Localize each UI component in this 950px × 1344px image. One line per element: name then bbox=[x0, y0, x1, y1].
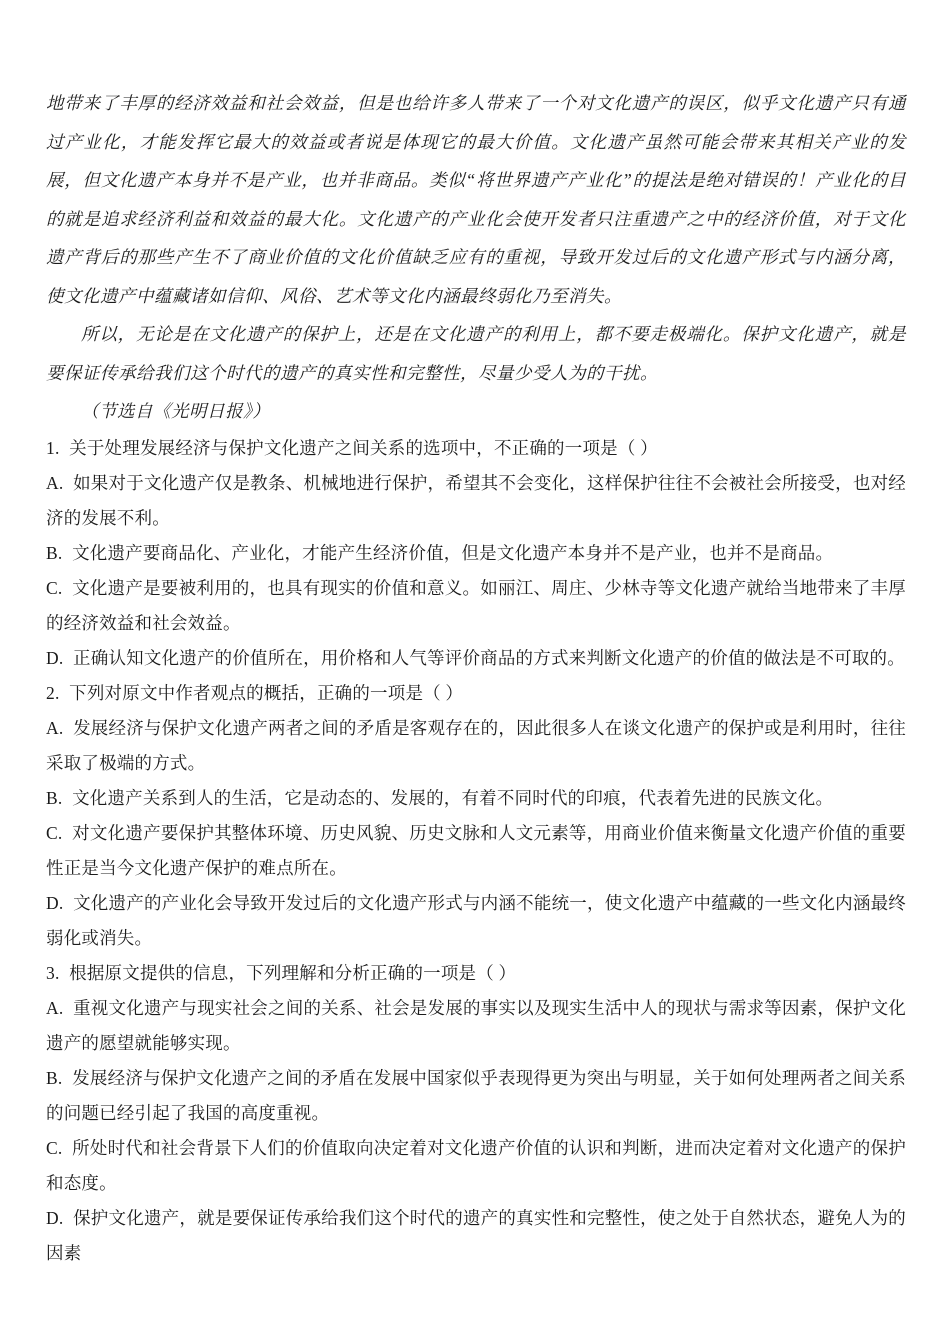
passage-paragraph-1: 地带来了丰厚的经济效益和社会效益，但是也给许多人带来了一个对文化遗产的误区，似乎文化遗产只有通过产业化，才能发挥它最大的效益或者说是体现它的最大价值。文化遗产虽然可能会带来其相关产业的发展，但文化遗产本身并不是产业，也并非商品。类似“将世界遗产产业化”的提法是绝对错误的！产业化的目的就是追求经济利益和效益的最大化。文化遗产的产业化会使开发者只注重遗产之中的经济价值，对于文化遗产背后的那些产生不了商业价值的文化价值缺乏应有的重视，导致开发过后的文化遗产形式与内涵分离，使文化遗产中蕴藏诸如信仰、风俗、艺术等文化内涵最终弱化乃至消失。 bbox=[46, 93, 906, 306]
question-3 bbox=[46, 956, 906, 1271]
option-c-text: 对文化遗产要保护其整体环境、历史风貌、历史文脉和人文元素等，用商业价值来衡量文化遗产价值的重要性正是当今文化遗产保护的难点所在。 bbox=[46, 822, 906, 878]
passage-source-citation: （节选自《光明日报》） bbox=[81, 401, 271, 421]
option-b-text: 发展经济与保护文化遗产之间的矛盾在发展中国家似乎表现得更为突出与明显，关于如何处理两者之间关系的问题已经引起了我国的高度重视。 bbox=[46, 1067, 906, 1123]
option-b-label: B. bbox=[46, 1067, 63, 1088]
option-d-label: D. bbox=[46, 892, 64, 913]
option-d-text: 文化遗产的产业化会导致开发过后的文化遗产形式与内涵不能统一，使文化遗产中蕴藏的一些文化内涵最终弱化或消失。 bbox=[46, 892, 906, 948]
question-1-stem bbox=[46, 431, 906, 466]
question-3-option-a bbox=[46, 991, 906, 1061]
question-1-option-c bbox=[46, 571, 906, 641]
question-3-number: 3. bbox=[46, 962, 60, 983]
option-b-text: 文化遗产关系到人的生活，它是动态的、发展的，有着不同时代的印痕，代表着先进的民族文化。 bbox=[72, 787, 834, 808]
question-2-option-d bbox=[46, 886, 906, 956]
option-a-text: 如果对于文化遗产仅是教条、机械地进行保护，希望其不会变化，这样保护往往不会被社会所接受，也对经济的发展不利。 bbox=[46, 472, 906, 528]
option-b-label: B. bbox=[46, 787, 63, 808]
question-3-option-b bbox=[46, 1061, 906, 1131]
question-2-stem bbox=[46, 676, 906, 711]
option-a-label: A. bbox=[46, 997, 64, 1018]
question-1-option-a bbox=[46, 466, 906, 536]
reading-passage bbox=[46, 84, 906, 431]
question-1-number: 1. bbox=[46, 437, 60, 458]
option-c-label: C. bbox=[46, 577, 63, 598]
question-1-option-b bbox=[46, 536, 906, 571]
option-d-text: 正确认知文化遗产的价值所在，用价格和人气等评价商品的方式来判断文化遗产的价值的做法是不可取的。 bbox=[73, 647, 905, 668]
option-c-text: 文化遗产是要被利用的，也具有现实的价值和意义。如丽江、周庄、少林寺等文化遗产就给当地带来了丰厚的经济效益和社会效益。 bbox=[46, 577, 906, 633]
option-b-label: B. bbox=[46, 542, 63, 563]
option-c-text: 所处时代和社会背景下人们的价值取向决定着对文化遗产价值的认识和判断，进而决定着对文化遗产的保护和态度。 bbox=[46, 1137, 906, 1193]
question-2 bbox=[46, 676, 906, 956]
option-d-text: 保护文化遗产，就是要保证传承给我们这个时代的遗产的真实性和完整性，使之处于自然状态，避免人为的因素 bbox=[46, 1207, 906, 1263]
question-2-option-a bbox=[46, 711, 906, 781]
question-1-text: 关于处理发展经济与保护文化遗产之间关系的选项中，不正确的一项是（ ） bbox=[69, 437, 658, 458]
question-3-option-c bbox=[46, 1131, 906, 1201]
option-c-label: C. bbox=[46, 1137, 63, 1158]
option-c-label: C. bbox=[46, 822, 63, 843]
questions-section bbox=[46, 431, 906, 1271]
question-2-option-b bbox=[46, 781, 906, 816]
option-b-text: 文化遗产要商品化、产业化，才能产生经济价值，但是文化遗产本身并不是产业，也并不是商品。 bbox=[72, 542, 834, 563]
question-2-number: 2. bbox=[46, 682, 60, 703]
option-a-text: 发展经济与保护文化遗产两者之间的矛盾是客观存在的，因此很多人在谈文化遗产的保护或是利用时，往往采取了极端的方式。 bbox=[46, 717, 906, 773]
question-1-option-d bbox=[46, 641, 906, 676]
passage-paragraph-2: 所以，无论是在文化遗产的保护上，还是在文化遗产的利用上，都不要走极端化。保护文化遗产，就是要保证传承给我们这个时代的遗产的真实性和完整性，尽量少受人为的干扰。 bbox=[46, 324, 906, 383]
question-3-stem bbox=[46, 956, 906, 991]
option-a-label: A. bbox=[46, 472, 64, 493]
question-1 bbox=[46, 431, 906, 676]
question-3-text: 根据原文提供的信息，下列理解和分析正确的一项是（ ） bbox=[69, 962, 517, 983]
question-2-option-c bbox=[46, 816, 906, 886]
option-d-label: D. bbox=[46, 1207, 64, 1228]
option-a-text: 重视文化遗产与现实社会之间的关系、社会是发展的事实以及现实生活中人的现状与需求等因素，保护文化遗产的愿望就能够实现。 bbox=[46, 997, 906, 1053]
question-2-text: 下列对原文中作者观点的概括，正确的一项是（ ） bbox=[69, 682, 464, 703]
option-a-label: A. bbox=[46, 717, 64, 738]
option-d-label: D. bbox=[46, 647, 64, 668]
question-3-option-d bbox=[46, 1201, 906, 1271]
